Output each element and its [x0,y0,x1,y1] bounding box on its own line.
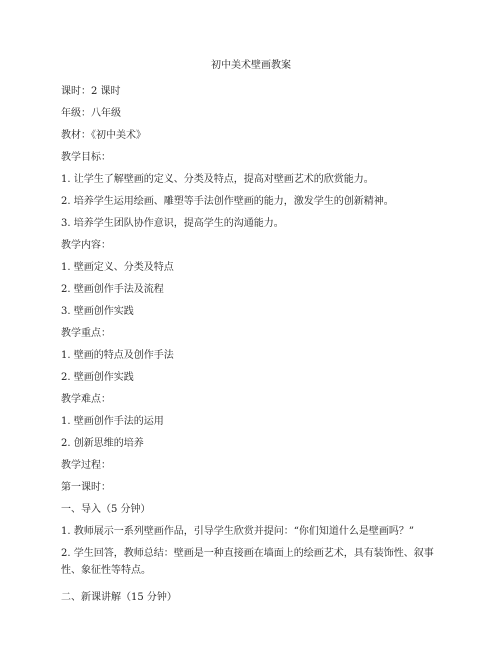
heading-difficulties: 教学难点： [61,394,111,405]
heading-teaching-process: 教学过程： [61,460,111,471]
heading-teaching-objectives: 教学目标： [61,152,111,163]
key-point-item-2: 2. 壁画创作实践 [61,372,134,383]
heading-key-points: 教学重点： [61,328,111,339]
text-line-grade: 年级：八年级 [61,108,121,119]
key-point-item-1: 1. 壁画的特点及创作手法 [61,350,174,361]
heading-first-lesson: 第一课时： [61,482,111,493]
objective-item-3: 3. 培养学生团队协作意识，提高学生的沟通能力。 [61,218,284,229]
introduction-step-1: 1. 教师展示一系列壁画作品，引导学生欣赏并提问：“你们知道什么是壁画吗？” [61,526,414,537]
difficulty-item-2: 2. 创新思维的培养 [61,438,144,449]
section-introduction: 一、导入（5 分钟） [61,504,151,515]
content-item-1: 1. 壁画定义、分类及特点 [61,262,174,273]
content-item-3: 3. 壁画创作实践 [61,306,134,317]
objective-item-2: 2. 培养学生运用绘画、雕塑等手法创作壁画的能力，激发学生的创新精神。 [61,196,394,207]
content-item-2: 2. 壁画创作手法及流程 [61,284,164,295]
document-title: 初中美术壁画教案 [211,60,291,71]
heading-teaching-content: 教学内容： [61,240,111,251]
text-line-textbook: 教材：《初中美术》 [61,130,146,141]
text-line-lesson-hours: 课时：2 课时 [61,86,121,97]
difficulty-item-1: 1. 壁画创作手法的运用 [61,416,164,427]
section-new-lesson: 二、新课讲解（15 分钟） [61,592,177,603]
objective-item-1: 1. 让学生了解壁画的定义、分类及特点，提高对壁画艺术的欣赏能力。 [61,174,374,185]
introduction-step-2: 2. 学生回答，教师总结：壁画是一种直接画在墙面上的绘画艺术，具有装饰性、叙事性、象征性等特点。 [61,548,434,576]
